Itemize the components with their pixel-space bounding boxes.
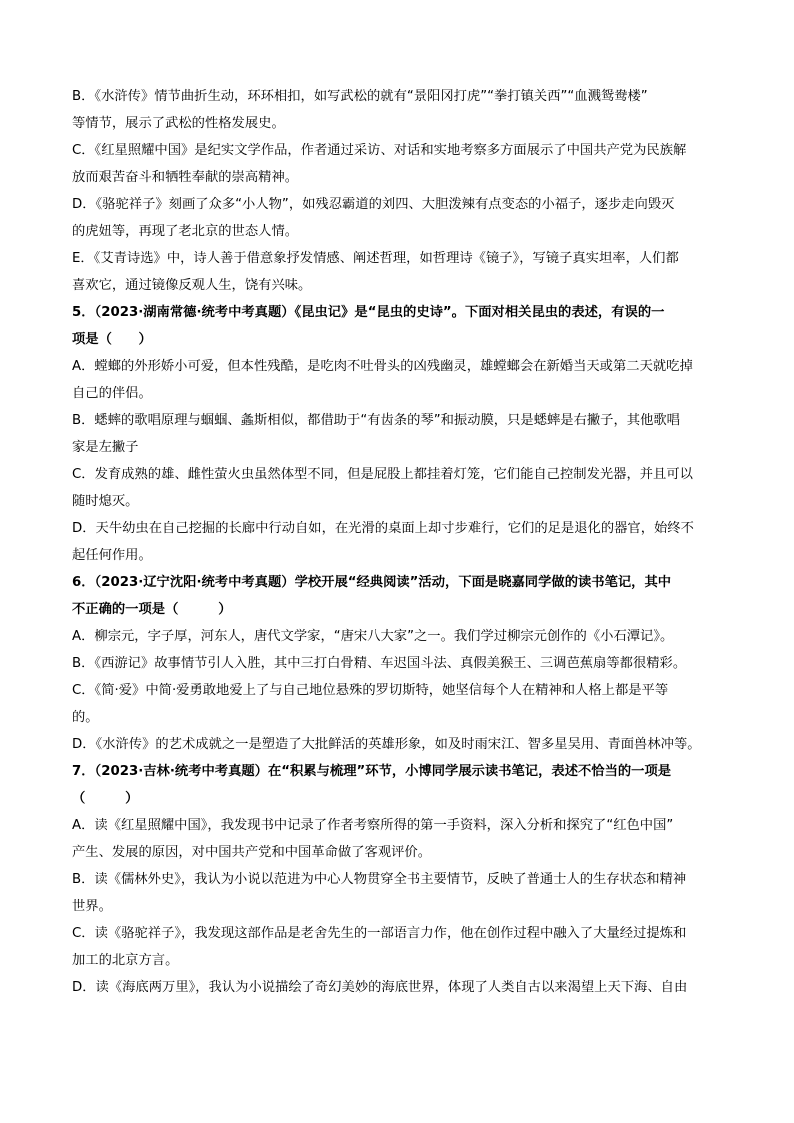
q6-option-a: A．柳宗元，字子厚，河东人，唐代文学家，“唐宋八大家”之一。我们学过柳宗元创作的《小石潭记》。: [72, 629, 674, 644]
option-c-line-1: C．《红星照耀中国》是纪实文学作品，作者通过采访、对话和实地考察多方面展示了中国共产党为民族解: [72, 143, 687, 158]
q7-option-b-line-2: 世界。: [72, 899, 112, 914]
option-b-line-1: B．《水浒传》情节曲折生动，环环相扣，如写武松的就有“景阳冈打虎”“拳打镇关西”“血溅鸳鸯楼”: [72, 89, 648, 104]
q5-option-b-line-1: B．蟋蟀的歌唱原理与蝈蝈、螽斯相似，都借助于“有齿条的琴”和振动膜，只是蟋蟀是右撇子，其他歌唱: [72, 413, 680, 428]
question-7-stem-line-1: 7．（2023·吉林·统考中考真题）在“积累与梳理”环节，小博同学展示读书笔记，表述不恰当的一项是: [72, 764, 672, 779]
q5-option-d-line-1: D．天牛幼虫在自己挖掘的长廊中行动自如，在光滑的桌面上却寸步难行，它们的足是退化的器官，始终不: [72, 521, 694, 536]
q7-option-d-line-1: D．读《海底两万里》，我认为小说描绘了奇幻美妙的海底世界，体现了人类自古以来渴望上天下海、自由: [72, 980, 688, 995]
q5-option-d-line-2: 起任何作用。: [72, 548, 152, 563]
q6-option-b: B．《西游记》故事情节引人入胜，其中三打白骨精、车迟国斗法、真假美猴王、三调芭蕉扇等都很精彩。: [72, 656, 687, 671]
option-e-line-2: 喜欢它，通过镜像反观人生，饶有兴味。: [72, 278, 312, 293]
q7-option-a-line-1: A．读《红星照耀中国》，我发现书中记录了作者考察所得的第一手资料，深入分析和探究了“红色中国”: [72, 818, 674, 833]
q7-option-c-line-2: 加工的北京方言。: [72, 953, 179, 968]
q5-option-c-line-1: C．发育成熟的雄、雌性萤火虫虽然体型不同，但是屁股上都挂着灯笼，它们能自己控制发光器，并且可以: [72, 467, 693, 482]
question-7-stem-line-2: （ ）: [72, 791, 139, 806]
question-5-stem-line-1: 5．（2023·湖南常德·统考中考真题）《昆虫记》是“昆虫的史诗”。下面对相关昆虫的表述，有误的一: [72, 305, 665, 320]
option-e-line-1: E．《艾青诗选》中，诗人善于借意象抒发情感、阐述哲理，如哲理诗《镜子》，写镜子真实坦率，人们都: [72, 251, 679, 266]
q6-option-c-line-1: C．《简·爱》中简·爱勇敢地爱上了与自己地位悬殊的罗切斯特，她坚信每个人在精神和人格上都是平等: [72, 683, 669, 698]
q7-option-b-line-1: B．读《儒林外史》，我认为小说以范进为中心人物贯穿全书主要情节，反映了普通士人的生存状态和精神: [72, 872, 687, 887]
question-6-stem-line-1: 6．（2023·辽宁沈阳·统考中考真题）学校开展“经典阅读”活动，下面是晓嘉同学做的读书笔记，其中: [72, 575, 672, 590]
q6-option-c-line-2: 的。: [72, 710, 99, 725]
option-c-line-2: 放而艰苦奋斗和牺牲奉献的崇高精神。: [72, 170, 299, 185]
q5-option-c-line-2: 随时熄灭。: [72, 494, 139, 509]
q5-option-a-line-1: A．螳螂的外形娇小可爱，但本性残酷，是吃肉不吐骨头的凶残幽灵，雄螳螂会在新婚当天或第二天就吃掉: [72, 359, 693, 374]
q6-option-d: D．《水浒传》的艺术成就之一是塑造了大批鲜活的英雄形象，如及时雨宋江、智多星吴用、青面兽林冲等。: [72, 737, 701, 752]
q5-option-b-line-2: 家是左撇子: [72, 440, 139, 455]
option-d-line-2: 的虎妞等，再现了老北京的世态人情。: [72, 224, 299, 239]
question-5-stem-line-2: 项是（ ）: [72, 332, 152, 347]
q7-option-c-line-1: C．读《骆驼祥子》，我发现这部作品是老舍先生的一部语言力作，他在创作过程中融入了大量经过提炼和: [72, 926, 687, 941]
question-6-stem-line-2: 不正确的一项是（ ）: [72, 602, 232, 617]
option-d-line-1: D．《骆驼祥子》刻画了众多“小人物”，如残忍霸道的刘四、大胆泼辣有点变态的小福子，逐步走向毁灭: [72, 197, 675, 212]
q5-option-a-line-2: 自己的伴侣。: [72, 386, 152, 401]
option-b-line-2: 等情节，展示了武松的性格发展史。: [72, 116, 285, 131]
q7-option-a-line-2: 产生、发展的原因，对中国共产党和中国革命做了客观评价。: [72, 845, 432, 860]
